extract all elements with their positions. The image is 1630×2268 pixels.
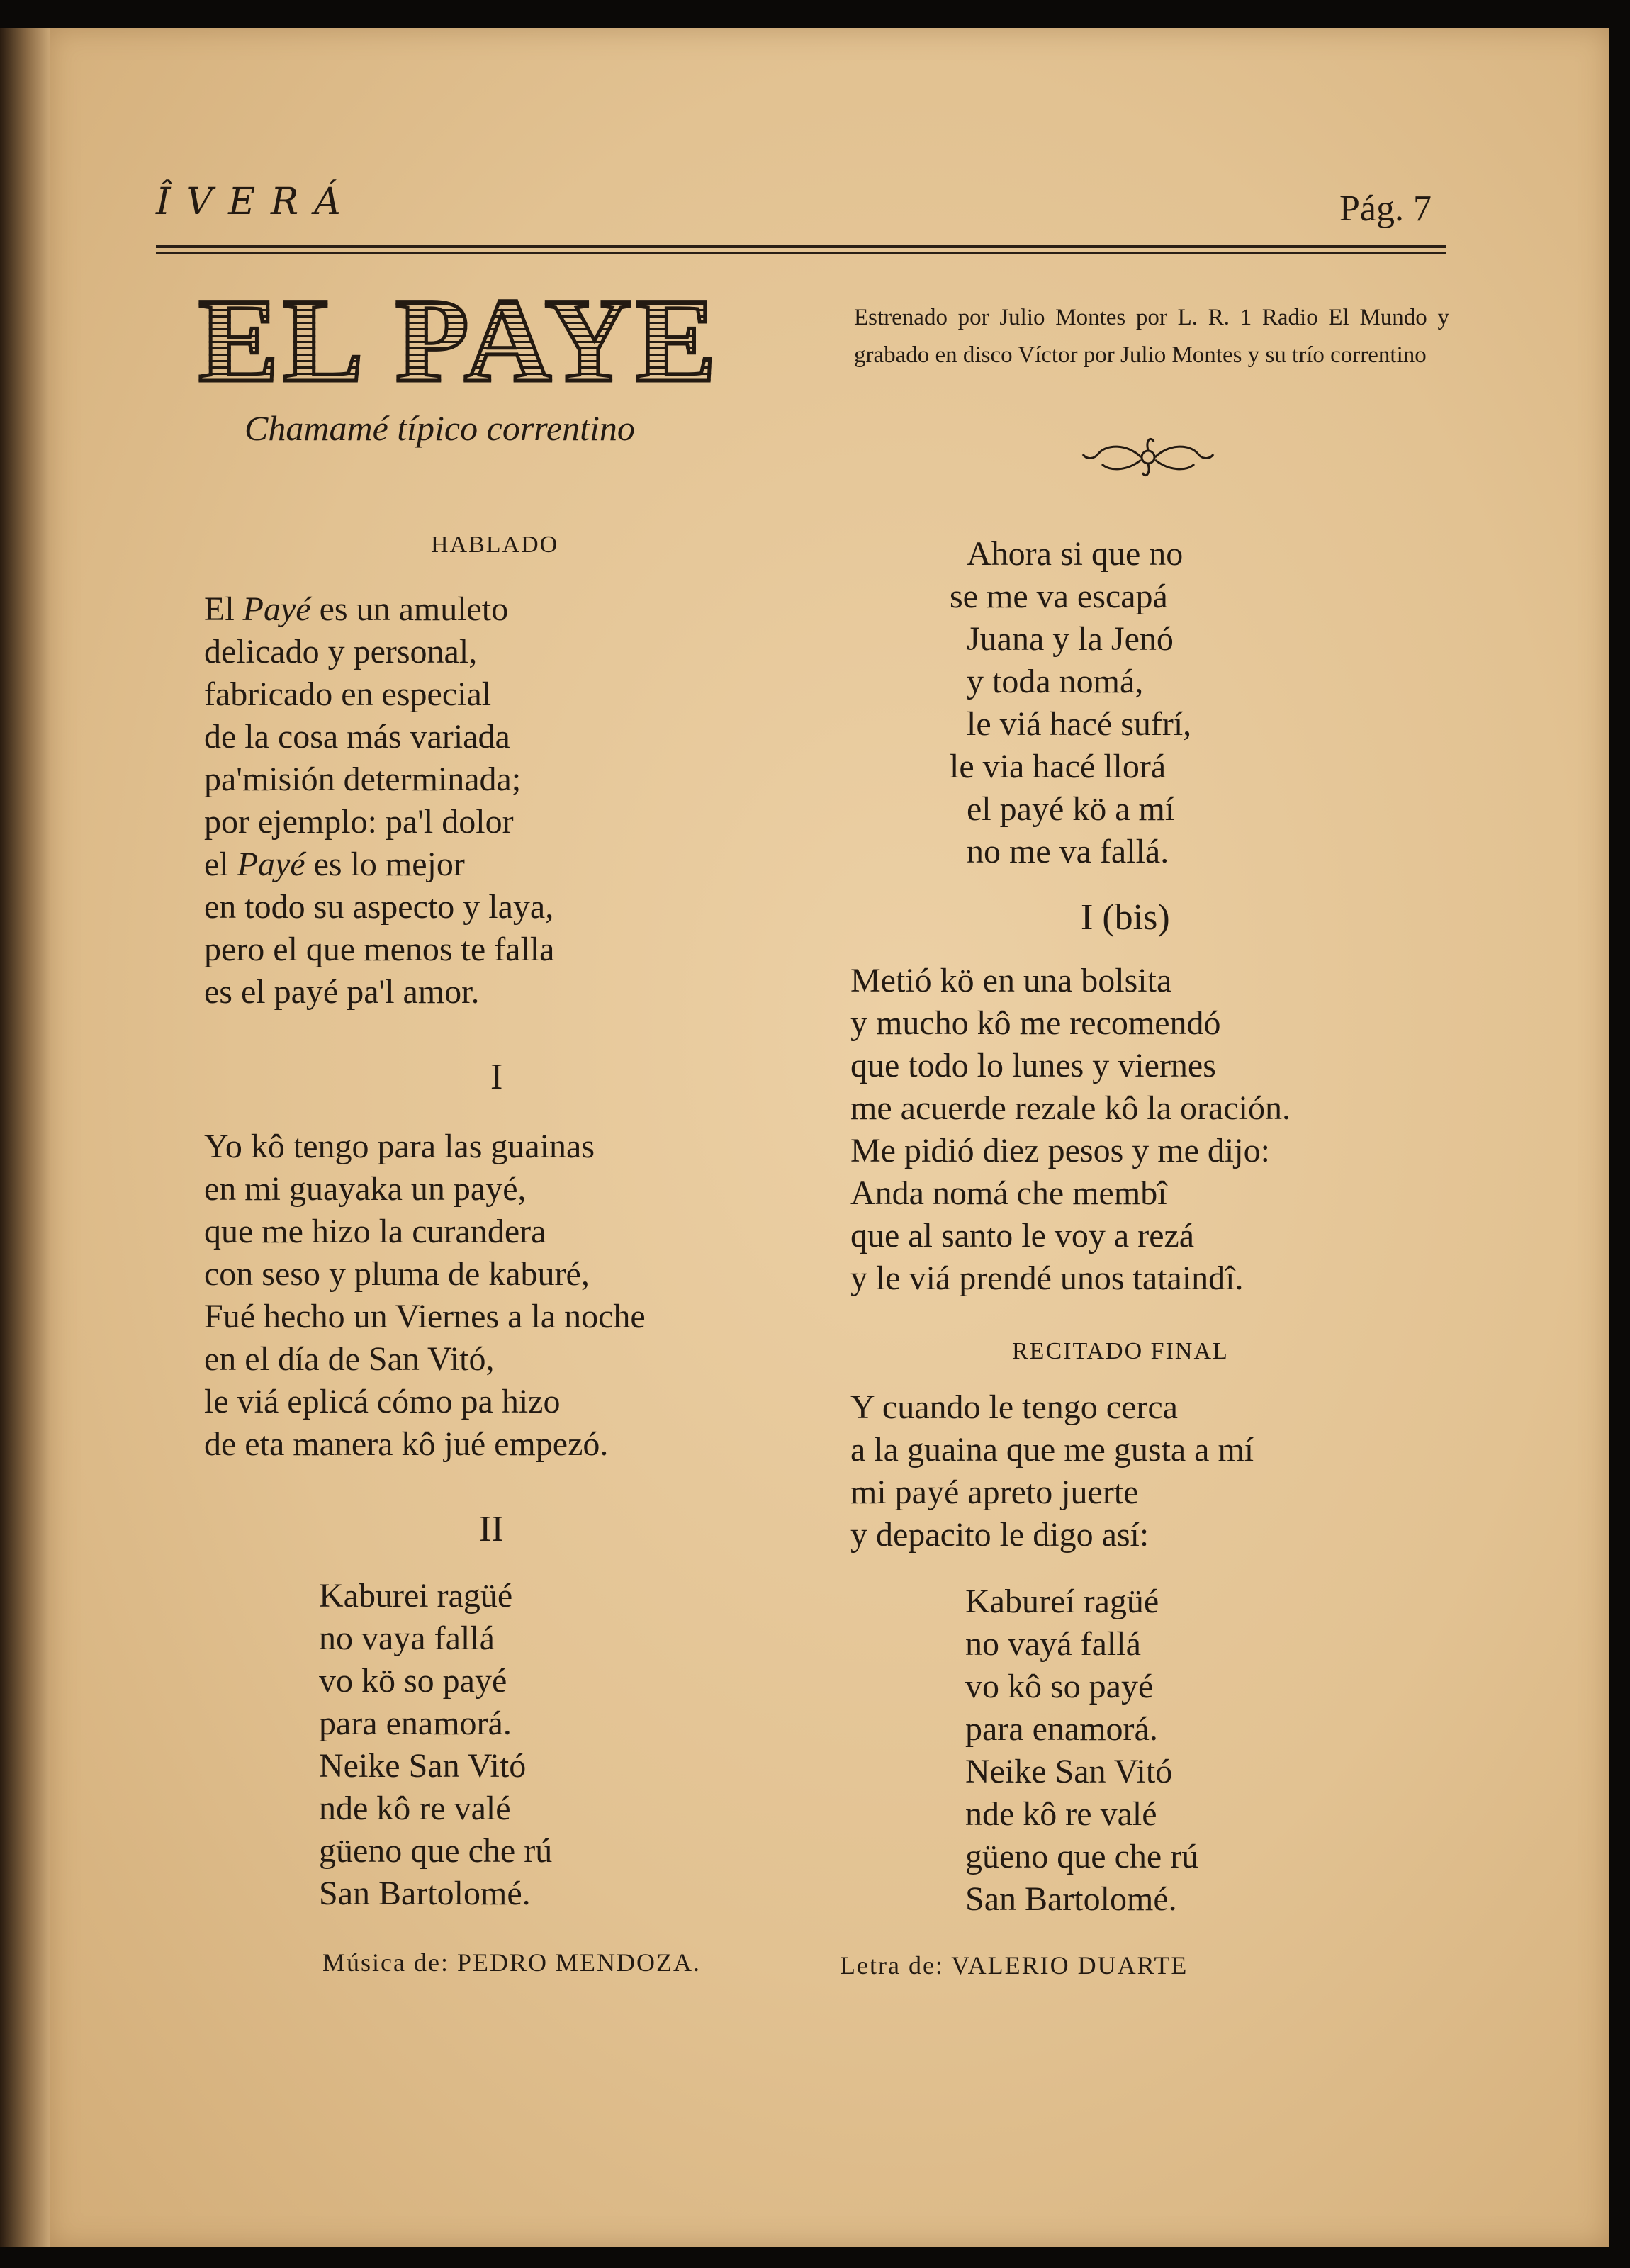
stanza-line: me acuerde rezale kô la oración. (850, 1089, 1291, 1127)
stanza-line: en el día de San Vitó, (204, 1340, 495, 1378)
stanza-recitado-final (850, 1386, 1254, 1556)
stanza-line: Kabureí ragüé (965, 1583, 1159, 1620)
stanza-line: para enamorá. (319, 1705, 512, 1742)
stanza-line: le viá hacé sufrí, (967, 705, 1192, 743)
stanza-line: Ahora si que no (967, 535, 1184, 573)
stanza-line: por ejemplo: pa'l dolor (204, 803, 514, 841)
music-credit: Música de: PEDRO MENDOZA. (322, 1948, 701, 1977)
stanza-line: el Payé es lo mejor (204, 846, 465, 883)
stanza-line: Kaburei ragüé (319, 1577, 513, 1615)
stanza-line: es el payé pa'l amor. (204, 973, 480, 1011)
stanza-line: y depacito le digo así: (850, 1516, 1150, 1554)
heading-verse-1-bis: I (bis) (1081, 897, 1170, 938)
song-title: EL PAYE (198, 274, 721, 407)
stanza-line: que me hizo la curandera (204, 1213, 546, 1250)
stanza-line: de la cosa más variada (204, 718, 510, 756)
header-rule-thick (156, 245, 1446, 248)
stanza-line: vo kô so payé (965, 1668, 1154, 1705)
heading-verse-2: II (479, 1509, 504, 1549)
ornament-icon (1077, 429, 1219, 485)
stanza-line: mi payé apreto juerte (850, 1473, 1139, 1511)
stanza-line: güeno que che rú (319, 1832, 553, 1870)
stanza-line: para enamorá. (965, 1710, 1158, 1748)
stanza-hablado (204, 588, 554, 1014)
stanza-line: güeno que che rú (965, 1838, 1199, 1875)
stanza-line: y le viá prendé unos tataindî. (850, 1259, 1244, 1297)
stanza-line: Fué hecho un Viernes a la noche (204, 1298, 646, 1335)
stanza-line: fabricado en especial (204, 675, 492, 713)
stanza-line: pa'misión determinada; (204, 760, 522, 798)
stanza-line: se me va escapá (950, 578, 1168, 615)
stanza-line: le viá eplicá cómo pa hizo (204, 1383, 561, 1420)
stanza-line: no me va fallá. (967, 833, 1169, 870)
stanza-line: Neike San Vitó (965, 1753, 1173, 1790)
stanza-line: vo kö so payé (319, 1662, 507, 1700)
stanza-line: que todo lo lunes y viernes (850, 1047, 1216, 1084)
stanza-line: San Bartolomé. (319, 1875, 531, 1912)
stanza-verse-1 (204, 1125, 646, 1466)
stanza-line: Juana y la Jenó (967, 620, 1174, 658)
heading-hablado: HABLADO (431, 532, 559, 558)
stanza-line: pero el que menos te falla (204, 931, 555, 968)
header-rule-thin (156, 252, 1446, 254)
stanza-line: le via hacé llorá (950, 748, 1167, 785)
stanza-line: y toda nomá, (967, 663, 1144, 700)
stanza-line: que al santo le voy a rezá (850, 1217, 1195, 1254)
magazine-name: ÎVERÁ (156, 181, 356, 223)
stanza-line: El Payé es un amuleto (204, 590, 509, 628)
stanza-line: de eta manera kô jué empezó. (204, 1425, 609, 1463)
stanza-line: Yo kô tengo para las guainas (204, 1128, 595, 1165)
stanza-line: delicado y personal, (204, 633, 478, 670)
stanza-line: Y cuando le tengo cerca (850, 1388, 1178, 1426)
song-subtitle: Chamamé típico correntino (244, 408, 635, 448)
stanza-refrain (965, 1581, 1198, 1921)
stanza-line: en todo su aspecto y laya, (204, 888, 554, 926)
lyrics-credit: Letra de: VALERIO DUARTE (840, 1951, 1188, 1980)
page-number: Pág. 7 (1339, 189, 1432, 229)
stanza-verse-1-bis (850, 960, 1291, 1300)
stanza-verse-2 (319, 1575, 552, 1915)
stanza-ahora (950, 533, 1191, 873)
stanza-line: nde kô re valé (965, 1795, 1157, 1833)
stanza-line: Metió kö en una bolsita (850, 962, 1172, 999)
stanza-line: y mucho kô me recomendó (850, 1004, 1221, 1042)
heading-verse-1: I (490, 1057, 503, 1097)
stanza-line: el payé kö a mí (967, 790, 1175, 828)
stanza-line: no vayá fallá (965, 1625, 1141, 1663)
stanza-line: con seso y pluma de kaburé, (204, 1255, 590, 1293)
recording-credits: Estrenado por Julio Montes por L. R. 1 Radio El Mundo y grabado en disco Víctor por Julio Montes y su trío correntino (854, 305, 1449, 368)
stanza-line: en mi guayaka un payé, (204, 1170, 527, 1208)
stanza-line: a la guaina que me gusta a mí (850, 1431, 1254, 1469)
heading-recitado-final: RECITADO FINAL (1012, 1338, 1229, 1364)
stanza-line: Anda nomá che membî (850, 1174, 1167, 1212)
stanza-line: nde kô re valé (319, 1790, 511, 1827)
stanza-line: Me pidió diez pesos y me dijo: (850, 1132, 1270, 1169)
stanza-line: San Bartolomé. (965, 1880, 1177, 1918)
stanza-line: Neike San Vitó (319, 1747, 527, 1785)
stanza-line: no vaya fallá (319, 1619, 495, 1657)
